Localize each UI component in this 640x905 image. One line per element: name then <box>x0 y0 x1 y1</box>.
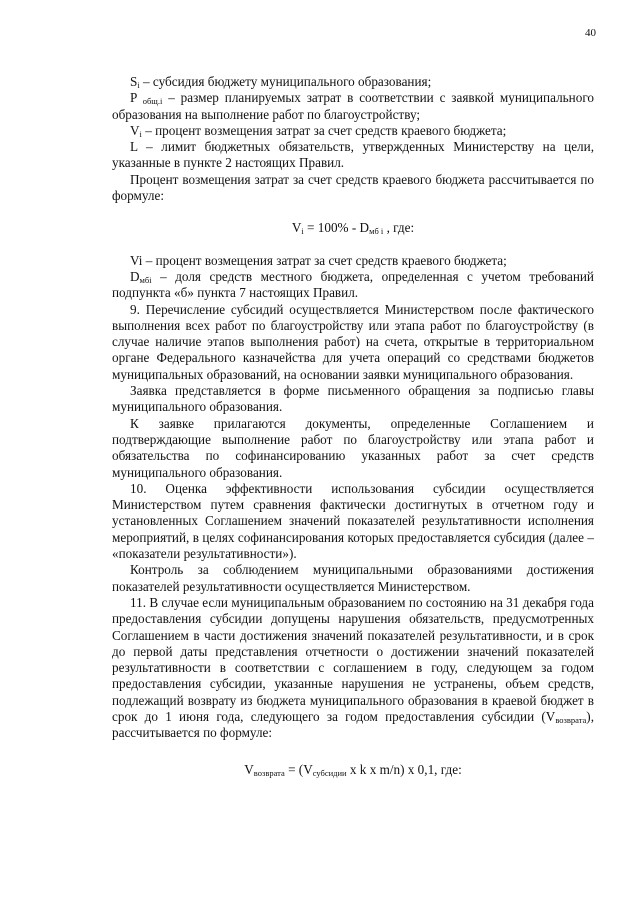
subscript-i: i <box>139 128 142 139</box>
definition-text: – субсидия бюджету муниципального образования; <box>139 74 432 89</box>
definition-vi-2: Vi – процент возмещения затрат за счет средств краевого бюджета; <box>130 252 507 268</box>
paragraph-10: 10. Оценка эффективности использования субсидии осуществляется Министерством путем сравнения фактически достигнутых в отчетном году и установленных Соглашением значений показателей результативности исполнения мероприятий, в целях софинансирования которых предоставляется субсидия (далее – «показатели результативности»). <box>112 480 594 562</box>
formula-vozvrata <box>112 762 594 778</box>
definition-text: – размер планируемых затрат в соответствии с заявкой муниципального образования на выполнение работ по благоустройству; <box>112 90 594 122</box>
paragraph-11 <box>112 595 594 742</box>
definition-p <box>112 90 594 123</box>
symbol-v: V <box>130 122 140 138</box>
symbol-s: S <box>130 74 138 89</box>
subscript-i: i <box>137 80 140 90</box>
formula-v-subscript: i <box>301 226 304 237</box>
definition-text: – доля средств местного бюджета, определенная с учетом требований подпункта «б» пункта 7 настоящих Правил. <box>112 268 594 301</box>
subscript-vozvrata: возврата <box>555 714 587 725</box>
formula-tail: , где: <box>383 220 415 236</box>
formula-v: V <box>244 761 254 777</box>
formula-tail: x k x m/n) x 0,1, где: <box>346 761 462 777</box>
paragraph-control: Контроль за соблюдением муниципальными образованиями достижения показателей результативности осуществляется Министерством. <box>112 562 594 594</box>
definition-vi <box>112 123 594 139</box>
formula-middle: = 100% - D <box>303 220 370 236</box>
paragraph-11-tail: ), рассчитывается по формуле: <box>112 708 594 741</box>
formula-v: V <box>291 220 302 236</box>
definition-text: – процент возмещения затрат за счет средств краевого бюджета; <box>141 122 507 138</box>
paragraph-zayavka: Заявка представляется в форме письменного обращения за подписью главы муниципального образования. <box>112 383 594 415</box>
definition-l: L – лимит бюджетных обязательств, утвержденных Министерству на цели, указанные в пункте 2 настоящих Правил. <box>112 139 594 171</box>
definition-si <box>112 74 594 90</box>
definition-d <box>112 269 594 302</box>
formula-d-subscript: мб i <box>369 226 384 237</box>
subscript-mb: мбi <box>139 274 152 285</box>
paragraph-documents: К заявке прилагаются документы, определенные Соглашением и подтверждающие выполнение работ по благоустройству или этапа работ и обязательства по софинансированию указанных работ за счет средств муниципального образования. <box>112 415 594 480</box>
formula-vi <box>112 220 594 236</box>
percent-intro: Процент возмещения затрат за счет средств краевого бюджета рассчитывается по формуле: <box>112 171 594 204</box>
symbol-p: P <box>130 90 143 106</box>
paragraph-9: 9. Перечисление субсидий осуществляется Министерством после фактического выполнения всех работ по благоустройству или этапа работ по благоустройству (в случае наличие этапов выполнения работ) на счета, открытые в территориальном органе Федерального казначейства для учета операций со средствами бюджетов муниципальных образований, на основании заявки муниципального образования. <box>112 301 594 382</box>
formula-equals: = (V <box>284 761 313 777</box>
formula-v-subscript: возврата <box>253 767 285 778</box>
formula-subsidy-subscript: субсидии <box>312 767 347 778</box>
document-body <box>112 74 594 778</box>
paragraph-11-text: 11. В случае если муниципальным образованием по состоянию на 31 декабря года предоставления субсидии допущены нарушения обязательств, предусмотренных Соглашением в части достижения значений показателей результативности, и в срок до первой даты представления отчетности о достижении значений показателей результативности в соответствии с соглашением в году, следующем за годом предоставления субсидии, указанные нарушения не устранены, объем средств, подлежащий возврату из бюджета муниципального образования в краевой бюджет в срок до 1 июня года, следующего за годом предоставления субсидии (V <box>112 594 594 724</box>
subscript-obsh: общ.i <box>142 96 163 107</box>
symbol-d: D <box>130 268 140 284</box>
page-number: 40 <box>585 27 596 39</box>
